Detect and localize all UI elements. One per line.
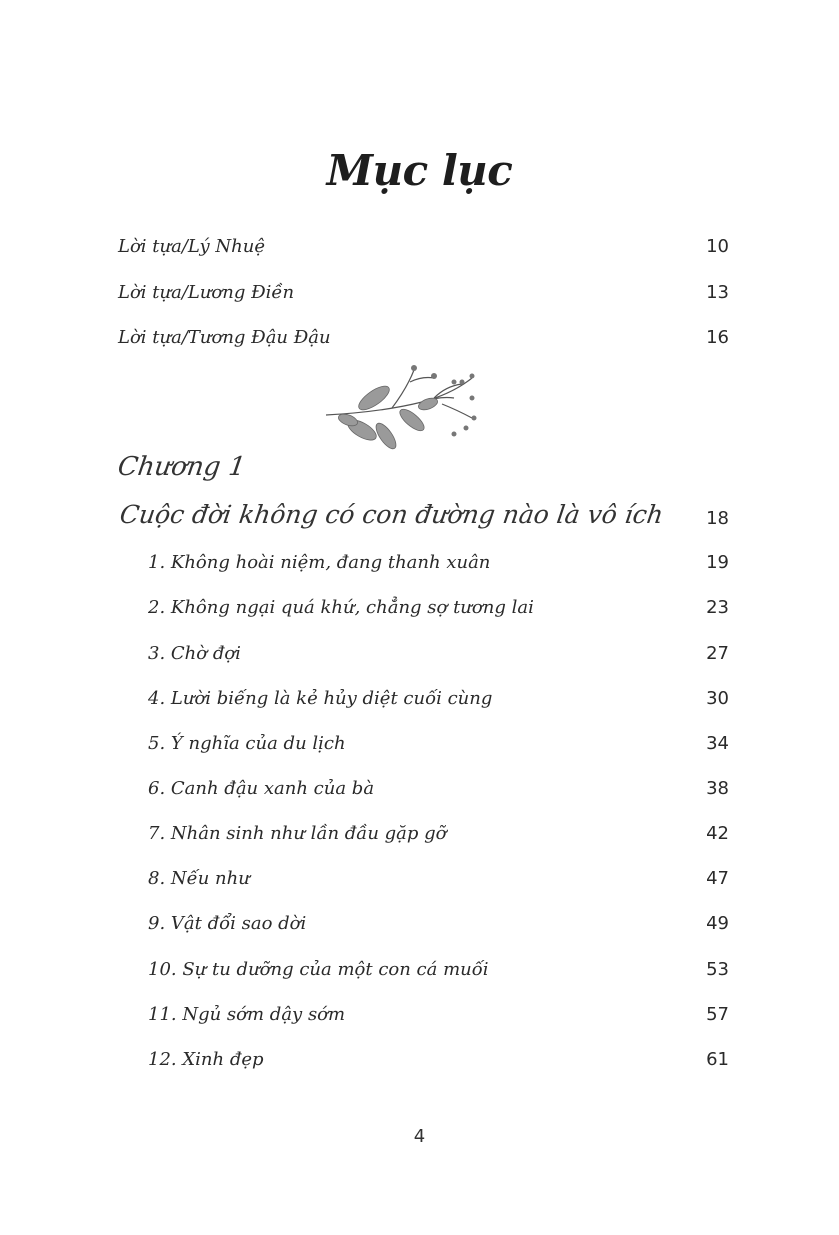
toc-entry-label: 9. Vật đổi sao dời (148, 913, 307, 934)
toc-entry[interactable] (0, 778, 839, 808)
toc-entry[interactable] (0, 1049, 839, 1079)
toc-entry-page: 34 (706, 733, 729, 754)
toc-entry-page: 18 (706, 508, 729, 529)
toc-entry-label: 11. Ngủ sớm dậy sớm (148, 1004, 346, 1025)
toc-entry[interactable] (0, 1004, 839, 1034)
toc-entry[interactable] (0, 868, 839, 898)
toc-entry-page: 27 (706, 643, 729, 664)
toc-entry-page: 19 (706, 552, 729, 573)
toc-entry[interactable] (0, 552, 839, 582)
toc-entry-label: 1. Không hoài niệm, đang thanh xuân (148, 552, 491, 573)
toc-entry-label: 2. Không ngại quá khứ, chẳng sợ tương lai (148, 597, 534, 618)
toc-entry-page: 16 (706, 327, 729, 348)
toc-entry-label: Lời tựa/Lương Điền (118, 282, 295, 303)
leaf-branch-ornament (322, 358, 486, 462)
toc-entry[interactable] (0, 959, 839, 989)
toc-entry-label: 8. Nếu như (148, 868, 250, 889)
toc-entry-label: Lời tựa/Tương Đậu Đậu (118, 327, 331, 348)
toc-entry-preface[interactable] (0, 236, 839, 266)
toc-entry-page: 49 (706, 913, 729, 934)
toc-entry-page: 42 (706, 823, 729, 844)
toc-entry-label: 7. Nhân sinh như lần đầu gặp gỡ (148, 823, 447, 844)
toc-entry-preface[interactable] (0, 282, 839, 312)
toc-entry[interactable] (0, 733, 839, 763)
toc-entry-page: 57 (706, 1004, 729, 1025)
toc-entry[interactable] (0, 643, 839, 673)
toc-entry-label: 5. Ý nghĩa của du lịch (148, 733, 346, 754)
toc-entry-page: 30 (706, 688, 729, 709)
toc-entry[interactable] (0, 823, 839, 853)
toc-entry-page: 13 (706, 282, 729, 303)
toc-entry[interactable] (0, 688, 839, 718)
toc-entry-label: 4. Lười biếng là kẻ hủy diệt cuối cùng (148, 688, 493, 709)
toc-entry-label: 10. Sự tu dưỡng của một con cá muối (148, 959, 489, 980)
toc-entry-label: Lời tựa/Lý Nhuệ (118, 236, 266, 257)
toc-entry-label: 12. Xinh đẹp (148, 1049, 264, 1070)
toc-entry-page: 61 (706, 1049, 729, 1070)
toc-entry-chapter[interactable] (0, 500, 839, 536)
page-number: 4 (413, 1126, 426, 1147)
toc-entry-page: 10 (706, 236, 729, 257)
toc-entry-label: 6. Canh đậu xanh của bà (148, 778, 375, 799)
toc-entry-page: 53 (706, 959, 729, 980)
toc-entry-page: 38 (706, 778, 729, 799)
chapter-title: Cuộc đời không có con đường nào là vô ích (118, 500, 666, 529)
toc-entry[interactable] (0, 913, 839, 943)
chapter-number: Chương 1 (115, 452, 248, 482)
toc-entry-page: 23 (706, 597, 729, 618)
toc-entry-label: 3. Chờ đợi (148, 643, 241, 664)
toc-entry-preface[interactable] (0, 327, 839, 357)
page-title: Mục lục (326, 146, 513, 195)
toc-entry[interactable] (0, 597, 839, 627)
toc-entry-page: 47 (706, 868, 729, 889)
